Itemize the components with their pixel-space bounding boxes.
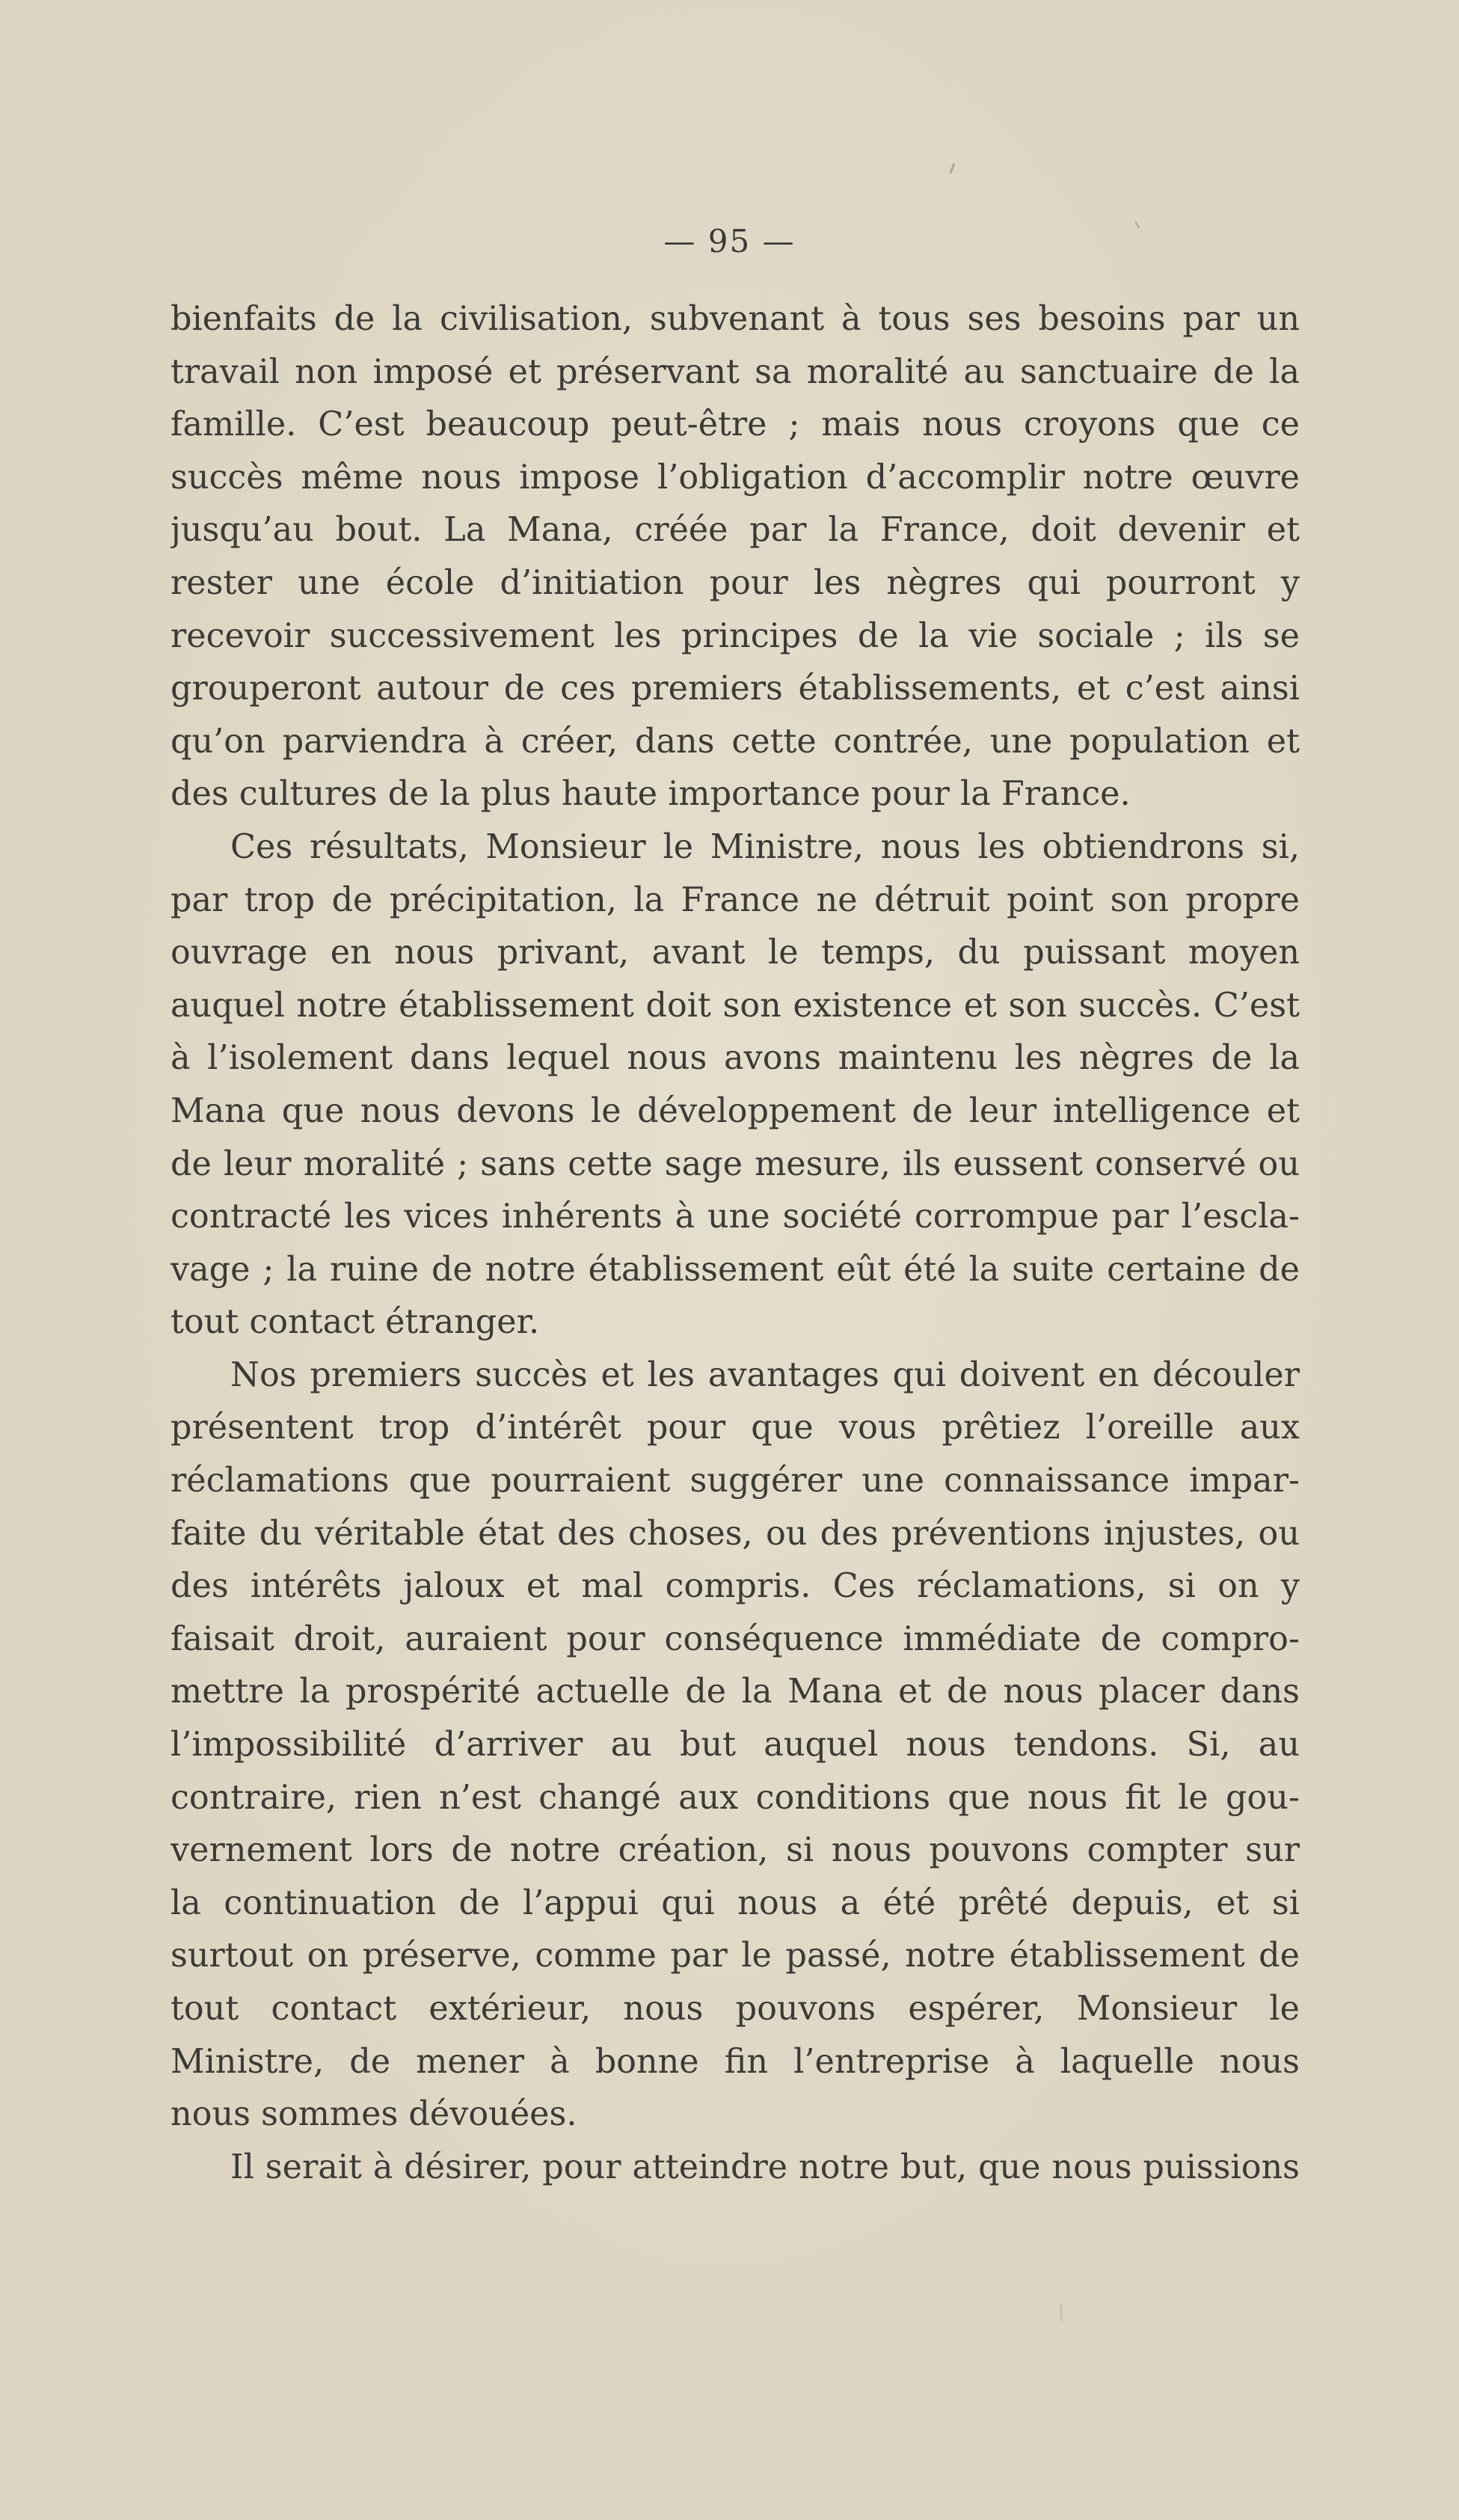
text-line: des intérêts jaloux et mal compris. Ces réclamations, si on y xyxy=(171,1567,1300,1606)
text-line: Mana que nous devons le développement de leur intelligence et xyxy=(171,1091,1300,1130)
text-line: la continuation de l’appui qui nous a été prêté depuis, et si xyxy=(171,1883,1300,1922)
text-line: bienfaits de la civilisation, subvenant à tous ses besoins par un xyxy=(171,300,1300,338)
text-line: contraire, rien n’est changé aux conditions que nous fit le gou- xyxy=(171,1778,1300,1817)
text-line: travail non imposé et préservant sa moralité au sanctuaire de la xyxy=(171,352,1300,391)
text-line: faite du véritable état des choses, ou des préventions injustes, ou xyxy=(171,1514,1300,1553)
text-line: réclamations que pourraient suggérer une connaissance impar- xyxy=(171,1462,1300,1500)
text-line: vernement lors de notre création, si nous pouvons compter sur xyxy=(171,1831,1300,1870)
body-text xyxy=(171,293,1300,2194)
text-line: succès même nous impose l’obligation d’accomplir notre œuvre xyxy=(171,458,1300,497)
text-line: de leur moralité ; sans cette sage mesure, ils eussent conservé ou xyxy=(171,1144,1300,1183)
text-line: rester une école d’initiation pour les nègres qui pourront y xyxy=(171,563,1300,602)
text-line: surtout on préserve, comme par le passé, notre établissement de xyxy=(171,1937,1300,1975)
text-line: recevoir successivement les principes de la vie sociale ; ils se xyxy=(171,616,1300,655)
paragraph-start-line: Il serait à désirer, pour atteindre notre but, que nous puissions xyxy=(230,2147,1300,2186)
text-line: famille. C’est beaucoup peut-être ; mais nous croyons que ce xyxy=(171,405,1300,444)
text-line: à l’isolement dans lequel nous avons maintenu les nègres de la xyxy=(171,1039,1300,1078)
text-line: ouvrage en nous privant, avant le temps, du puissant moyen xyxy=(171,933,1300,972)
text-line: tout contact extérieur, nous pouvons espérer, Monsieur le xyxy=(171,1990,1300,2028)
text-line: Ministre, de mener à bonne fin l’entreprise à laquelle nous xyxy=(171,2042,1300,2081)
scan-speck xyxy=(1060,2304,1062,2322)
paragraph-start-line: Ces résultats, Monsieur le Ministre, nous les obtiendrons si, xyxy=(230,827,1300,866)
scan-speck xyxy=(950,163,956,174)
text-line: contracté les vices inhérents à une société corrompue par l’escla- xyxy=(171,1198,1300,1236)
text-line: l’impossibilité d’arriver au but auquel nous tendons. Si, au xyxy=(171,1726,1300,1765)
text-line: jusqu’au bout. La Mana, créée par la France, doit devenir et xyxy=(171,511,1300,550)
text-line: qu’on parviendra à créer, dans cette contrée, une population et xyxy=(171,722,1300,761)
text-line: auquel notre établissement doit son existence et son succès. C’est xyxy=(171,986,1300,1025)
text-line: tout contact étranger. xyxy=(171,1303,540,1342)
text-line: par trop de précipitation, la France ne détruit point son propre xyxy=(171,880,1300,919)
text-line: des cultures de la plus haute importance pour la France. xyxy=(171,775,1131,814)
text-line: présentent trop d’intérêt pour que vous prêtiez l’oreille aux xyxy=(171,1408,1300,1447)
page-number: — 95 — xyxy=(663,223,796,260)
text-line: vage ; la ruine de notre établissement eût été la suite certaine de xyxy=(171,1250,1300,1289)
paragraph-start-line: Nos premiers succès et les avantages qui doivent en découler xyxy=(230,1355,1300,1394)
text-line: grouperont autour de ces premiers établissements, et c’est ainsi xyxy=(171,669,1300,708)
text-line: faisait droit, auraient pour conséquence immédiate de compro- xyxy=(171,1619,1300,1658)
text-line: mettre la prospérité actuelle de la Mana et de nous placer dans xyxy=(171,1673,1300,1711)
text-line: nous sommes dévouées. xyxy=(171,2095,577,2134)
